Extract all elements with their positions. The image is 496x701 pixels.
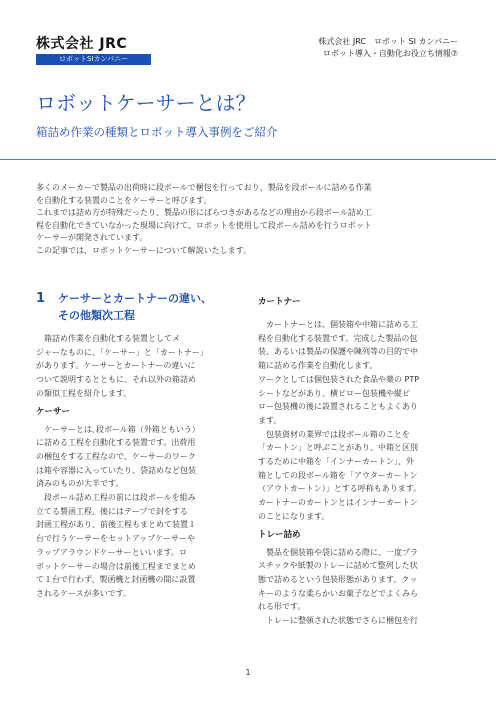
header-company-line: 株式会社 JRC ロボット SI カンパニー (318, 37, 458, 46)
text-line: の類似工程を紹介します。 (36, 388, 132, 398)
section-title (58, 290, 212, 324)
text-line: 箱詰め作業を自動化する装置としてメ (36, 334, 180, 343)
text-line: の梱包をする工程なので、ケーサーのワーク (36, 451, 196, 461)
logo-subtitle: ロボットSIカンパニー (36, 54, 151, 65)
page-subtitle: 箱詰め作業の種類とロボット導入事例をご紹介 (36, 125, 278, 139)
section-title-line: その他類次工程 (58, 309, 135, 322)
paragraph (36, 423, 236, 601)
text-line: ついて説明するとともに、それ以外の箱詰め (36, 375, 196, 385)
paragraph (258, 318, 460, 524)
text-line: ボットケーサーの場合は前後工程までまとめ (36, 561, 196, 571)
intro-line: 多くのメーカーで製品の出荷時に段ボールで梱包を行っており、製品を段ボールに詰める作業 (36, 183, 372, 192)
paragraph (36, 332, 236, 401)
section-heading (36, 290, 236, 324)
text-line: 箱に詰める作業を自動化します。 (258, 361, 378, 371)
subheading-cartoner: カートナー (258, 297, 301, 307)
text-line: キーのような柔らかいお菓子などでよくみら (258, 588, 418, 598)
text-line: （アウトカートン）」とする呼称もあります。 (258, 484, 422, 494)
text-line: ます。 (258, 415, 282, 425)
text-line: 製品を個装箱や袋に詰める際に、一度プラ (258, 547, 418, 557)
text-line: 程を自動化する装置です。完成した製品の包 (258, 333, 418, 343)
intro-line: ケーサーが開発されています。 (36, 233, 148, 242)
header-info (318, 36, 458, 60)
text-line: 箱としての段ボール箱を「アウターカートン (258, 470, 418, 480)
text-line: スチックや紙製のトレーに詰めて整列した状 (258, 561, 418, 571)
text-line: シートなどがあり、横ピロー包装機や縦ピ (258, 388, 410, 398)
text-line: 立てる製函工程、後にはテープで封をする (36, 506, 188, 516)
text-line: 台で行うケーサーをセットアップケーサーや (36, 534, 195, 544)
text-line: に詰める工程を自動化する装置です。出荷用 (36, 438, 196, 448)
subheading-tray: トレー詰め (258, 529, 301, 540)
text-line: 段ボール詰め工程の前には段ボールを組み (36, 493, 196, 503)
intro-paragraph (36, 182, 460, 257)
text-line: れる形です。 (258, 602, 306, 612)
text-line: は箱や容器に入っていたり、袋詰めなど包装 (36, 465, 196, 475)
text-line: カートナーとは、個装箱や中箱に詰める工 (258, 320, 418, 329)
right-column (258, 296, 460, 628)
text-line: されるケースが多いです。 (36, 588, 131, 598)
text-line: 封函工程があり、前後工程もまとめて装置１ (36, 520, 196, 530)
text-line: 「カートン」と呼ぶことがあり、中箱と区別 (258, 443, 418, 453)
paragraph (258, 546, 460, 628)
intro-line: この記事では、ロボットケーサーについて解説いたします。 (36, 245, 252, 255)
intro-line: を自動化する装置のことをケーサーと呼びます。 (36, 195, 212, 205)
text-line: ロー包装機の後に設置されることもよくあり (258, 402, 418, 412)
company-logo (36, 36, 151, 65)
title-divider (0, 159, 496, 160)
text-line: のことになります。 (258, 511, 330, 521)
subheading-caser: ケーサー (36, 406, 71, 417)
text-line: 済みのものが大半です。 (36, 479, 124, 489)
text-line: ラップアラウンドケーサーといいます。ロ (36, 547, 188, 557)
text-line: があります。ケーサーとカートナーの違いに (36, 361, 196, 371)
text-line: 態で詰めるという包装形態があります。クッ (258, 574, 418, 584)
intro-line: これまでは詰め方が特殊だったり、製品の形にばらつきがあるなどの理由から段ボール詰め工 (36, 208, 372, 217)
page-title: ロボットケーサーとは？ (36, 91, 256, 115)
text-line: トレーに整頓された状態でさらに梱包を行 (258, 616, 418, 626)
text-line: カートナーのカートンとはインナーカートン (258, 498, 418, 508)
text-line: 包装資材の業界では段ボール箱のことを (258, 429, 410, 439)
text-line: ケーサーとは､段ボール箱（外箱ともいう） (36, 424, 200, 434)
text-line: ワークとしては個包装された食品や薬の PTP (258, 374, 420, 384)
text-line: 装、あるいは製品の保護や陳列等の目的で中 (258, 347, 418, 357)
logo-name: 株式会社 JRC (36, 36, 128, 52)
left-column (36, 290, 236, 601)
text-line: て１台で行わず、製函機と封函機の間に設置 (36, 575, 196, 585)
text-line: ジャーなものに、「ケーサー」と「カートナー」 (36, 347, 208, 357)
intro-line: 程を自動化できていなかった現場に向けて、ロボットを使用して段ボール詰めを行うロボット (36, 220, 372, 230)
page-number: 1 (245, 668, 251, 677)
section-number: 1 (36, 291, 46, 306)
header-series-line: ロボット導入・自動化お役立ち情報⑦ (322, 49, 458, 58)
text-line: するために中箱を「インナーカートン」、外 (258, 457, 414, 467)
section-title-line: ケーサーとカートナーの違い、 (58, 292, 212, 305)
